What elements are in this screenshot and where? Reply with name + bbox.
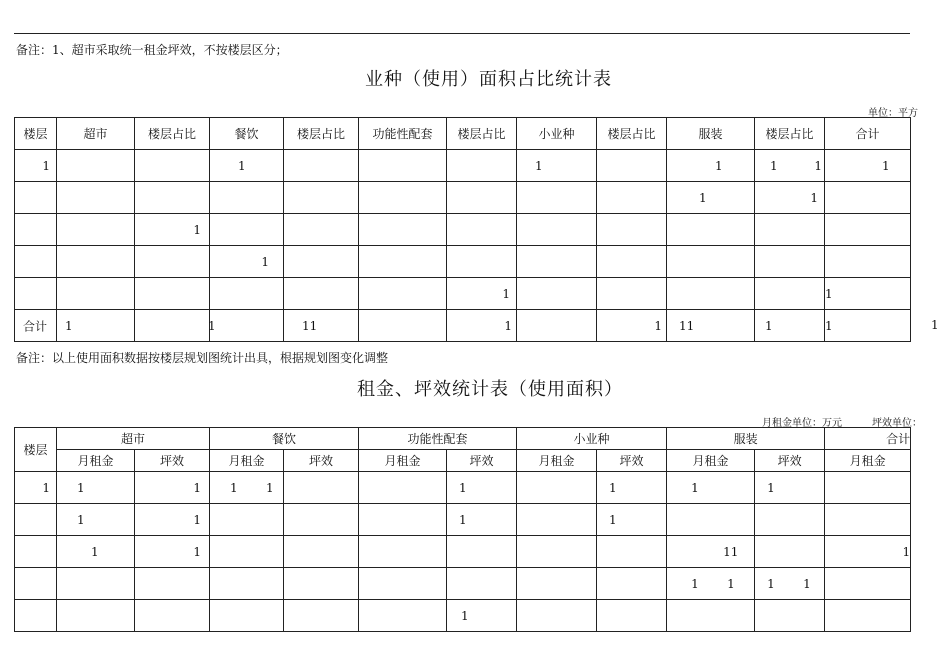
cell-value: 1 xyxy=(77,480,85,495)
cell-value: 1 xyxy=(65,318,73,333)
cell-value: 1 xyxy=(502,286,510,301)
cell-value: 1 xyxy=(77,512,85,527)
cell-value: 1 xyxy=(814,158,822,173)
group-small-business: 小业种 xyxy=(517,428,667,450)
cell-value: 1 xyxy=(42,158,50,173)
sub-rent: 月租金 xyxy=(210,450,284,472)
cell-value: 1 xyxy=(193,480,202,495)
cell-value: 1 xyxy=(238,158,246,173)
cell-value: 1 xyxy=(193,544,202,559)
note-1: 备注：1、超市采取统一租金坪效，不按楼层区分； xyxy=(16,43,288,57)
cell-value: 11 xyxy=(302,318,318,333)
group-total: 合计 xyxy=(886,432,911,446)
cell-value: 1 xyxy=(803,576,811,591)
cell-value: 11 xyxy=(679,318,695,333)
header-floor-ratio: 楼层占比 xyxy=(284,118,359,150)
cell-value: 1 xyxy=(459,512,467,527)
unit-label-rent: 月租金单位：万元 xyxy=(762,418,842,429)
table-row-total xyxy=(15,310,911,342)
cell-value: 1 xyxy=(609,512,617,527)
cell-value: 1 xyxy=(691,576,699,591)
table-row xyxy=(15,278,911,310)
cell-value: 1 xyxy=(42,480,50,495)
cell-value: 1 xyxy=(882,158,890,173)
cell-value: 11 xyxy=(723,544,739,559)
group-apparel: 服装 xyxy=(667,428,825,450)
unit-label-area: 单位：平方 xyxy=(868,108,918,119)
header-floor-ratio: 楼层占比 xyxy=(755,118,825,150)
group-functional: 功能性配套 xyxy=(359,428,517,450)
table-row xyxy=(15,536,911,568)
cell-value: 1 xyxy=(208,318,216,333)
group-supermarket: 超市 xyxy=(57,428,210,450)
table-row xyxy=(15,472,911,504)
cell-value: 1 xyxy=(266,480,274,495)
sub-rent: 月租金 xyxy=(57,450,135,472)
header-functional: 功能性配套 xyxy=(359,118,447,150)
cell-value: 1 xyxy=(230,480,238,495)
cell-value: 1 xyxy=(654,318,662,333)
cell-value: 1 xyxy=(825,286,833,301)
cell-value: 1 xyxy=(459,480,467,495)
cell-value: 1 xyxy=(765,318,773,333)
sub-efficiency: 坪效 xyxy=(447,450,517,472)
header-dining: 餐饮 xyxy=(210,118,284,150)
cell-value: 1 xyxy=(691,480,699,495)
cell-value: 1 xyxy=(727,576,735,591)
cell-value: 1 xyxy=(902,544,911,559)
cell-value: 1 xyxy=(609,480,617,495)
sub-rent: 月租金 xyxy=(825,450,911,472)
sub-rent: 月租金 xyxy=(359,450,447,472)
cell-value: 1 xyxy=(767,480,775,495)
unit-label-efficiency: 坪效单位： xyxy=(872,418,922,429)
cell-value: 1 xyxy=(461,608,469,623)
area-table-header-row xyxy=(15,118,911,150)
cell-value: 1 xyxy=(535,158,543,173)
sub-rent: 月租金 xyxy=(667,450,755,472)
table-row xyxy=(15,568,911,600)
header-floor-ratio: 楼层占比 xyxy=(597,118,667,150)
table-row xyxy=(15,504,911,536)
header-floor-ratio: 楼层占比 xyxy=(135,118,210,150)
table-row xyxy=(15,214,911,246)
sub-efficiency: 坪效 xyxy=(755,450,825,472)
cell-value: 1 xyxy=(767,576,775,591)
row-label-total: 合计 xyxy=(23,319,48,333)
cell-value: 1 xyxy=(504,318,512,333)
cell-value: 1 xyxy=(91,544,99,559)
cell-value: 1 xyxy=(193,222,201,237)
sub-efficiency: 坪效 xyxy=(135,450,210,472)
group-dining: 餐饮 xyxy=(210,428,359,450)
rent-table-group-header xyxy=(15,428,911,450)
header-floor-ratio: 楼层占比 xyxy=(447,118,517,150)
header-supermarket: 超市 xyxy=(57,118,135,150)
header-small-business: 小业种 xyxy=(517,118,597,150)
table-row xyxy=(15,182,911,214)
area-ratio-table xyxy=(14,117,911,342)
overflow-value: 1 xyxy=(931,318,939,332)
table-row xyxy=(15,150,911,182)
cell-value: 1 xyxy=(699,190,707,205)
header-apparel: 服装 xyxy=(667,118,755,150)
sub-efficiency: 坪效 xyxy=(284,450,359,472)
cell-value: 1 xyxy=(193,512,202,527)
table-row xyxy=(15,600,911,632)
top-rule xyxy=(14,33,910,34)
cell-value: 1 xyxy=(770,158,778,173)
cell-value: 1 xyxy=(261,254,269,269)
cell-value: 1 xyxy=(715,158,723,173)
title-rent-table: 租金、坪效统计表（使用面积） xyxy=(357,379,623,400)
rent-efficiency-table xyxy=(14,427,911,632)
table-row xyxy=(15,246,911,278)
title-area-table: 业种（使用）面积占比统计表 xyxy=(365,69,612,90)
rent-table-sub-header xyxy=(15,450,911,472)
cell-value: 1 xyxy=(825,318,833,333)
sub-rent: 月租金 xyxy=(517,450,597,472)
header-floor: 楼层 xyxy=(15,118,57,150)
cell-value: 1 xyxy=(810,190,818,205)
sub-efficiency: 坪效 xyxy=(597,450,667,472)
header-floor: 楼层 xyxy=(15,428,57,472)
header-total: 合计 xyxy=(825,118,911,150)
note-2: 备注：以上使用面积数据按楼层规划图统计出具，根据规划图变化调整 xyxy=(16,351,389,365)
